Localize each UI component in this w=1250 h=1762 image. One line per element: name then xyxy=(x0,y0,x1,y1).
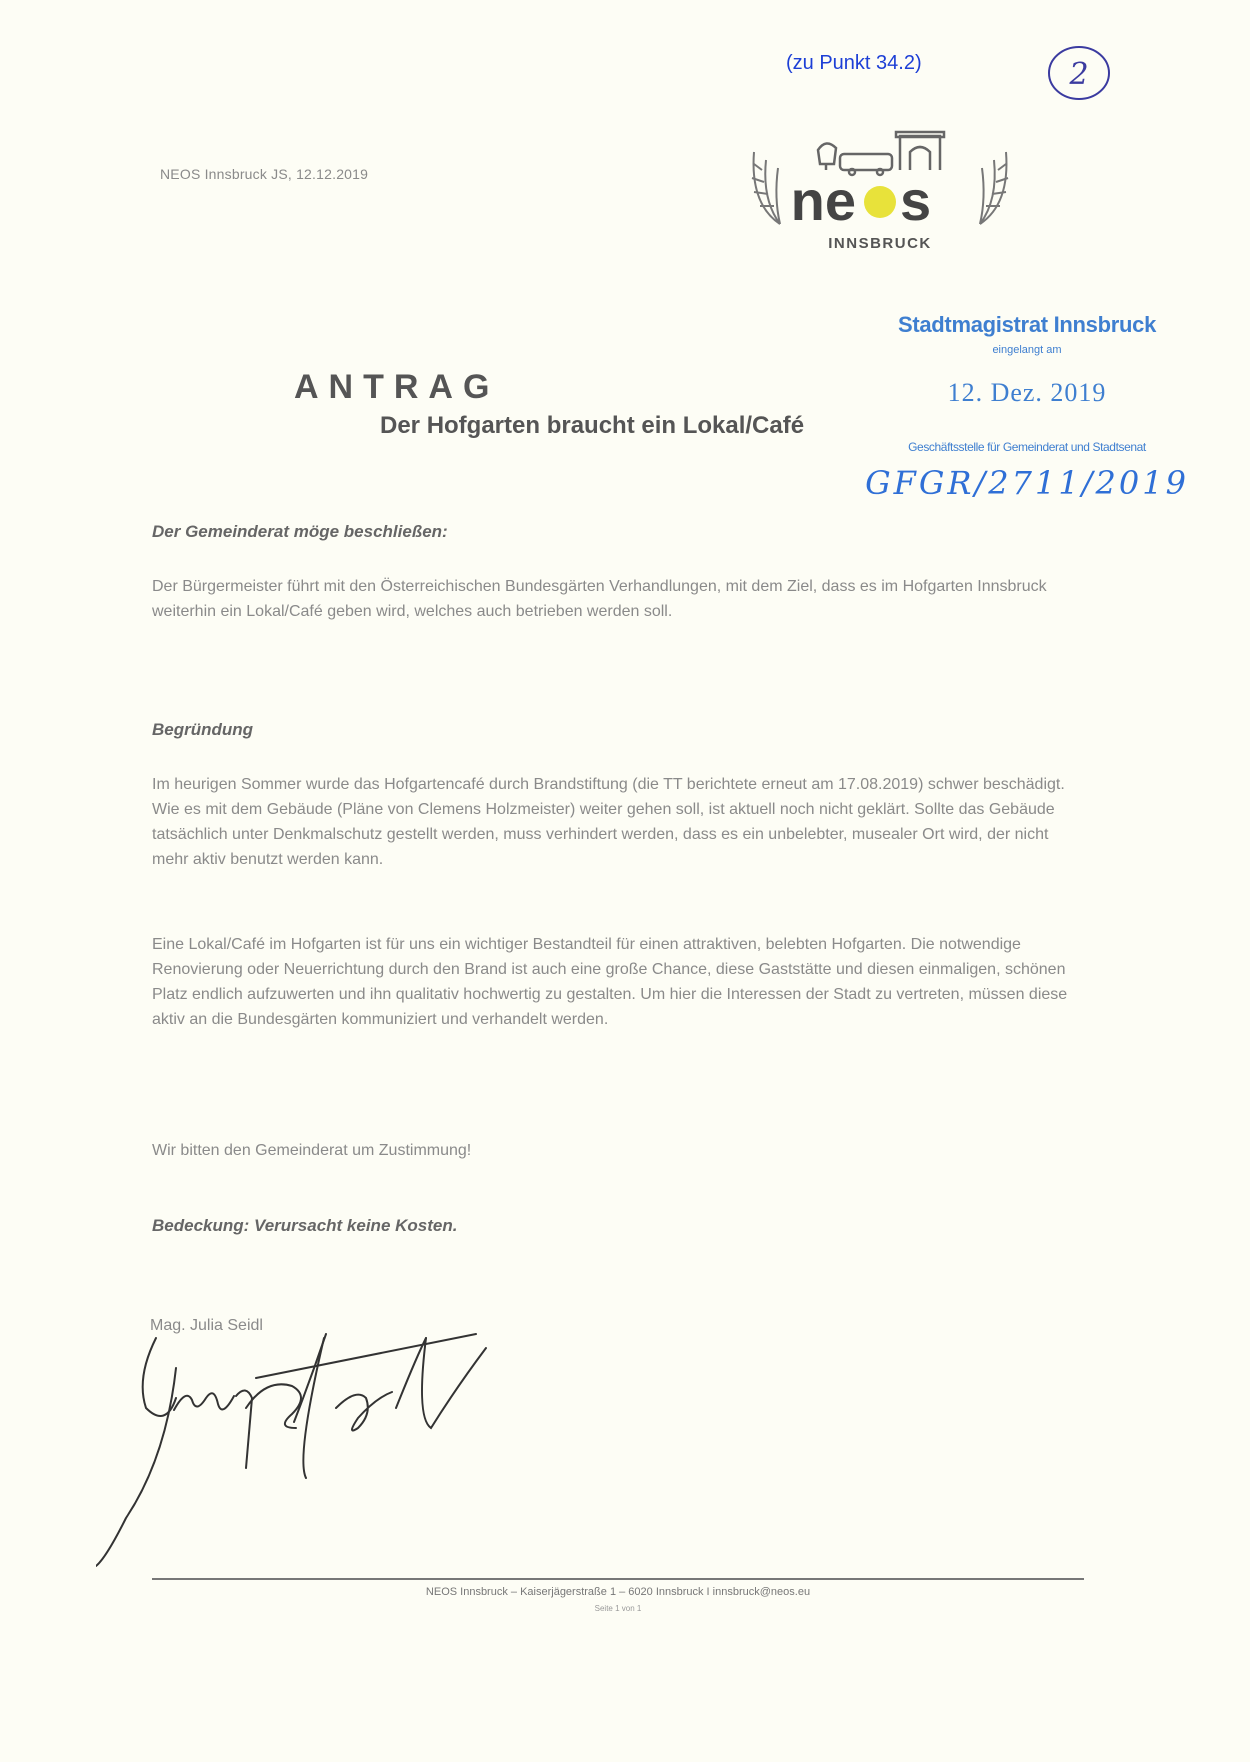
page-number-circle xyxy=(1046,44,1112,102)
stamp-handwritten-number: GFGR/2711/2019 xyxy=(865,464,1189,502)
right-wing-icon xyxy=(980,152,1008,224)
coverage-statement: Bedeckung: Verursacht keine Kosten. xyxy=(152,1216,458,1235)
reason-heading: Begründung xyxy=(152,720,254,739)
logo-city: INNSBRUCK xyxy=(828,235,932,252)
reference-note: (zu Punkt 34.2) xyxy=(786,52,922,74)
signer-name: Mag. Julia Seidl xyxy=(150,1317,263,1334)
footer-divider xyxy=(152,1578,1084,1580)
logo-word-left: ne xyxy=(790,169,856,232)
resolution-text: Der Bürgermeister führt mit den Österreichischen Bundesgärten Verhandlungen, mit dem Ziel, dass es im Hofgarten Innsbruck weiterhin ein Lokal/Café geben wird, welches auch betrieben werden soll. xyxy=(152,578,1047,620)
stamp-date: 12. Dez. 2019 xyxy=(947,378,1107,407)
stamp-received-label: eingelangt am xyxy=(992,344,1062,356)
left-wing-icon xyxy=(752,152,780,224)
document-title: ANTRAG xyxy=(294,368,500,406)
logo-dot-icon xyxy=(864,186,896,218)
header-date-line: NEOS Innsbruck JS, 12.12.2019 xyxy=(160,166,369,182)
reason-paragraph-1: Im heurigen Sommer wurde das Hofgartencafé durch Brandstiftung (die TT berichtete erneut am 17.08.2019) schwer beschädigt. Wie es mit dem Gebäude (Pläne von Clemens Holzmeister) weiter gehen soll, ist aktuell noch nicht geklärt. Sollte das Gebäude tatsächlich unter Denkmalschutz gestellt werden, muss verhindert werden, dass es ein unbelebter, musealer Ort wird, der nicht mehr aktiv benutzt werden kann. xyxy=(152,776,1065,868)
document-subtitle: Der Hofgarten braucht ein Lokal/Café xyxy=(380,412,805,439)
page-number-marker: 2 xyxy=(1069,57,1089,92)
stamp-title: Stadtmagistrat Innsbruck xyxy=(897,312,1157,337)
reason-paragraph-2: Eine Lokal/Café im Hofgarten ist für uns ein wichtiger Bestandteil für einen attraktiven, belebten Hofgarten. Die notwendige Renovierung oder Neuerrichtung durch den Brand ist auch eine große Chance, diese Gaststätte und diesen einmaligen, schönen Platz endlich aufzuwerten und ihn qualitativ hochwertig zu gestalten. Um hier die Interessen der Stadt zu vertreten, müssen diese aktiv an die Bundesgärten kommuniziert und verhandelt werden. xyxy=(152,936,1068,1028)
received-stamp xyxy=(862,306,1192,506)
logo-word-right: s xyxy=(900,169,932,232)
resolution-heading: Der Gemeinderat möge beschließen: xyxy=(152,522,448,541)
stamp-office: Geschäftsstelle für Gemeinderat und Stadtsenat xyxy=(908,440,1146,454)
footer-page-number: Seite 1 von 1 xyxy=(594,1604,642,1613)
neos-innsbruck-logo xyxy=(740,124,1020,264)
handwritten-signature xyxy=(96,1318,526,1568)
closing-request: Wir bitten den Gemeinderat um Zustimmung! xyxy=(152,1142,472,1159)
footer-address: NEOS Innsbruck – Kaiserjägerstraße 1 – 6020 Innsbruck I innsbruck@neos.eu xyxy=(425,1586,811,1598)
